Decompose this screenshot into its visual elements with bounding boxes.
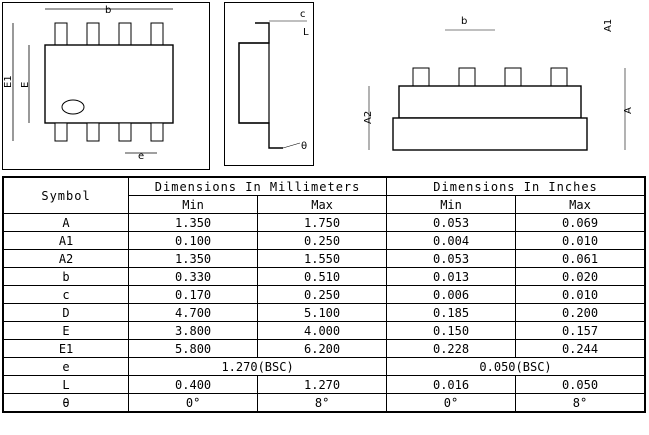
mm-group-header: Dimensions In Millimeters bbox=[129, 177, 387, 196]
cell-mm-max: 0.250 bbox=[258, 232, 387, 250]
label-top-b: b bbox=[105, 5, 112, 16]
pin-bottom-3 bbox=[119, 123, 131, 141]
label-A1: A1 bbox=[603, 18, 614, 32]
cell-in-min: 0.013 bbox=[387, 268, 516, 286]
cell-in-max: 0.069 bbox=[516, 214, 646, 232]
cell-in-max: 0.010 bbox=[516, 286, 646, 304]
symbol-header: Symbol bbox=[3, 177, 129, 214]
table-row bbox=[3, 232, 645, 250]
pin-top-4 bbox=[151, 23, 163, 45]
cell-in-max: 0.050 bbox=[516, 376, 646, 394]
cell-mm-min: 1.350 bbox=[129, 250, 258, 268]
label-c: c bbox=[300, 9, 306, 20]
label-A2: A2 bbox=[363, 110, 374, 124]
cell-in-max: 0.200 bbox=[516, 304, 646, 322]
table-row bbox=[3, 250, 645, 268]
cell-in-max: 0.010 bbox=[516, 232, 646, 250]
pin-bottom-4 bbox=[151, 123, 163, 141]
cell-mm-min: 1.350 bbox=[129, 214, 258, 232]
dim-line-theta bbox=[283, 143, 300, 148]
table-row-L bbox=[3, 376, 645, 394]
table-header-row bbox=[3, 177, 645, 196]
sub-header-mm-max: Max bbox=[258, 196, 387, 214]
table-row bbox=[3, 286, 645, 304]
cell-in-min: 0.006 bbox=[387, 286, 516, 304]
cell-in-min: 0° bbox=[387, 394, 516, 413]
cell-mm-max: 0.250 bbox=[258, 286, 387, 304]
cell-mm-max: 6.200 bbox=[258, 340, 387, 358]
cell-in-max: 8° bbox=[516, 394, 646, 413]
label-theta: θ bbox=[301, 141, 308, 152]
cell-in-min: 0.228 bbox=[387, 340, 516, 358]
front-body bbox=[399, 86, 581, 118]
cell-mm-max: 1.550 bbox=[258, 250, 387, 268]
table-row bbox=[3, 340, 645, 358]
cell-in-min: 0.004 bbox=[387, 232, 516, 250]
pin-top-2 bbox=[87, 23, 99, 45]
table-row bbox=[3, 214, 645, 232]
label-e: e bbox=[138, 151, 145, 162]
label-E: E bbox=[20, 81, 31, 88]
cell-in-max: 0.244 bbox=[516, 340, 646, 358]
label-L: L bbox=[303, 27, 309, 38]
cell-symbol: E bbox=[3, 322, 129, 340]
pin1-marker bbox=[62, 100, 84, 114]
cell-in-max: 0.061 bbox=[516, 250, 646, 268]
cell-in-bsc: 0.050(BSC) bbox=[387, 358, 645, 376]
top-view-drawing bbox=[2, 2, 210, 170]
cell-symbol: θ bbox=[3, 394, 129, 413]
side-body bbox=[239, 43, 269, 123]
side-view-drawing bbox=[224, 2, 314, 166]
front-view-svg bbox=[355, 6, 645, 161]
cell-in-min: 0.185 bbox=[387, 304, 516, 322]
cell-mm-min: 3.800 bbox=[129, 322, 258, 340]
cell-mm-max: 0.510 bbox=[258, 268, 387, 286]
sub-header-in-min: Min bbox=[387, 196, 516, 214]
cell-mm-max: 8° bbox=[258, 394, 387, 413]
cell-symbol: A bbox=[3, 214, 129, 232]
cell-in-max: 0.157 bbox=[516, 322, 646, 340]
cell-symbol: E1 bbox=[3, 340, 129, 358]
cell-mm-min: 0.330 bbox=[129, 268, 258, 286]
cell-symbol: A1 bbox=[3, 232, 129, 250]
top-view-svg bbox=[3, 3, 209, 169]
cell-mm-max: 1.750 bbox=[258, 214, 387, 232]
pin-bottom-1 bbox=[55, 123, 67, 141]
table-row bbox=[3, 322, 645, 340]
cell-mm-min: 0° bbox=[129, 394, 258, 413]
front-view-drawing bbox=[355, 6, 645, 161]
cell-mm-min: 5.800 bbox=[129, 340, 258, 358]
cell-in-min: 0.150 bbox=[387, 322, 516, 340]
cell-symbol: L bbox=[3, 376, 129, 394]
cell-symbol: A2 bbox=[3, 250, 129, 268]
cell-in-min: 0.053 bbox=[387, 214, 516, 232]
cell-in-min: 0.016 bbox=[387, 376, 516, 394]
table-row-theta bbox=[3, 394, 645, 413]
cell-mm-min: 0.400 bbox=[129, 376, 258, 394]
pin-top-3 bbox=[119, 23, 131, 45]
table-row-e bbox=[3, 358, 645, 376]
cell-symbol: b bbox=[3, 268, 129, 286]
cell-mm-min: 0.170 bbox=[129, 286, 258, 304]
sub-header-mm-min: Min bbox=[129, 196, 258, 214]
side-view-svg bbox=[225, 3, 313, 165]
cell-mm-bsc: 1.270(BSC) bbox=[129, 358, 387, 376]
cell-symbol: c bbox=[3, 286, 129, 304]
cell-mm-max: 1.270 bbox=[258, 376, 387, 394]
label-front-b: b bbox=[461, 16, 468, 27]
cell-symbol: D bbox=[3, 304, 129, 322]
front-base bbox=[393, 118, 587, 150]
lead-profile bbox=[239, 23, 283, 148]
in-group-header: Dimensions In Inches bbox=[387, 177, 645, 196]
table-row bbox=[3, 268, 645, 286]
label-A: A bbox=[623, 107, 634, 114]
label-E1: E1 bbox=[3, 75, 14, 88]
pin-top-1 bbox=[55, 23, 67, 45]
dimensions-table bbox=[2, 176, 646, 413]
cell-mm-min: 4.700 bbox=[129, 304, 258, 322]
cell-in-min: 0.053 bbox=[387, 250, 516, 268]
table-row bbox=[3, 304, 645, 322]
cell-mm-max: 5.100 bbox=[258, 304, 387, 322]
pin-bottom-2 bbox=[87, 123, 99, 141]
cell-symbol: e bbox=[3, 358, 129, 376]
cell-in-max: 0.020 bbox=[516, 268, 646, 286]
cell-mm-max: 4.000 bbox=[258, 322, 387, 340]
sub-header-in-max: Max bbox=[516, 196, 646, 214]
cell-mm-min: 0.100 bbox=[129, 232, 258, 250]
